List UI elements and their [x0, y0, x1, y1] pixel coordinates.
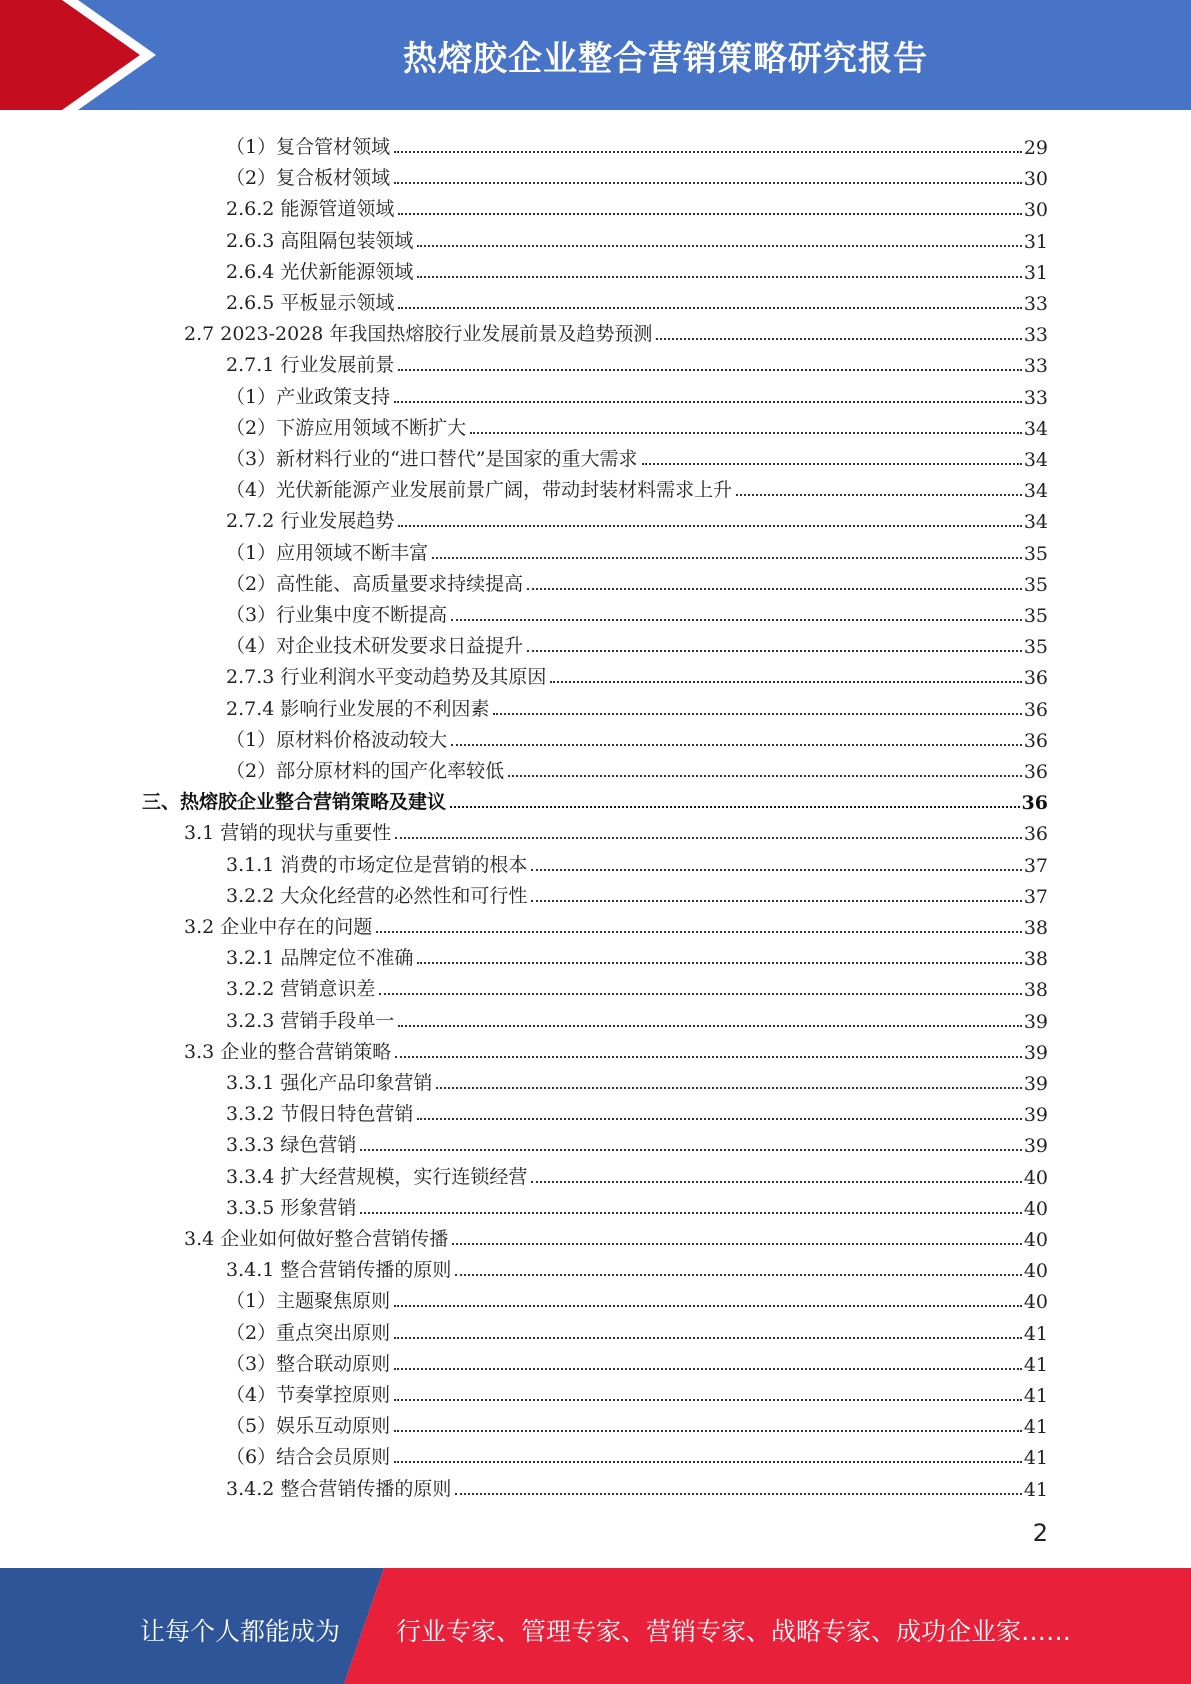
toc-entry-label: 3.4.2 整合营销传播的原则: [226, 1478, 452, 1500]
toc-entry-page: 39: [1023, 1042, 1048, 1064]
toc-dot-leader: [394, 182, 1022, 184]
toc-dot-leader: [398, 307, 1021, 309]
toc-entry[interactable]: [226, 284, 1048, 315]
toc-entry[interactable]: [226, 627, 1048, 658]
toc-entry-label: 3.3.4 扩大经营规模，实行连锁经营: [226, 1166, 528, 1188]
toc-entry-label: （1）复合管材领域: [226, 136, 391, 158]
toc-entry[interactable]: [226, 1470, 1048, 1501]
toc-entry-label: （3）新材料行业的“进口替代”是国家的重大需求: [226, 448, 638, 470]
toc-entry-label: 2.7.2 行业发展趋势: [226, 510, 395, 532]
toc-entry-label: 3.3.3 绿色营销: [226, 1134, 357, 1156]
toc-entry-page: 36: [1023, 730, 1048, 752]
toc-entry-page: 38: [1023, 979, 1048, 1001]
toc-entry-label: 2.7.4 影响行业发展的不利因素: [226, 698, 490, 720]
toc-entry-page: 41: [1023, 1416, 1048, 1438]
toc-dot-leader: [395, 837, 1022, 839]
toc-entry-label: 3.3.1 强化产品印象营销: [226, 1072, 433, 1094]
toc-entry-label: 2.6.5 平板显示领域: [226, 292, 395, 314]
toc-entry-page: 39: [1023, 1104, 1048, 1126]
toc-entry-page: 35: [1023, 543, 1048, 565]
toc-entry[interactable]: [226, 970, 1048, 1001]
toc-entry-page: 33: [1023, 293, 1048, 315]
toc-dot-leader: [527, 588, 1022, 590]
toc-entry-page: 36: [1023, 823, 1048, 845]
toc-entry-label: （4）节奏掌控原则: [226, 1384, 391, 1406]
toc-entry-label: （5）娱乐互动原则: [226, 1415, 391, 1437]
toc-entry[interactable]: [226, 1189, 1048, 1220]
toc-entry-page: 33: [1023, 324, 1048, 346]
toc-dot-leader: [417, 276, 1021, 278]
toc-entry[interactable]: [226, 1002, 1048, 1033]
toc-entry-page: 34: [1023, 480, 1048, 502]
toc-dot-leader: [360, 1149, 1021, 1151]
footer-slogan-right: 行业专家、管理专家、营销专家、战略专家、成功企业家……: [396, 1617, 1072, 1646]
toc-entry[interactable]: [226, 846, 1048, 877]
toc-entry[interactable]: [184, 1220, 1048, 1251]
toc-entry-page: 41: [1023, 1447, 1048, 1469]
toc-dot-leader: [394, 1305, 1022, 1307]
toc-entry[interactable]: [226, 253, 1048, 284]
toc-entry-label: （1）主题聚焦原则: [226, 1290, 391, 1312]
toc-entry-page: 39: [1023, 1073, 1048, 1095]
toc-entry-page: 31: [1023, 231, 1048, 253]
toc-entry-label: 3.3.2 节假日特色营销: [226, 1103, 414, 1125]
toc-entry-page: 29: [1023, 137, 1048, 159]
toc-dot-leader: [379, 993, 1021, 995]
toc-entry-page: 36: [1023, 667, 1048, 689]
toc-entry-label: （1）应用领域不断丰富: [226, 542, 429, 564]
toc-entry-page: 38: [1023, 948, 1048, 970]
toc-entry-page: 36: [1023, 699, 1048, 721]
toc-dot-leader: [642, 463, 1022, 465]
toc-dot-leader: [531, 869, 1021, 871]
toc-dot-leader: [394, 1368, 1022, 1370]
toc-entry-page: 35: [1023, 605, 1048, 627]
toc-entry[interactable]: [226, 1095, 1048, 1126]
toc-dot-leader: [508, 775, 1022, 777]
toc-entry[interactable]: [226, 378, 1048, 409]
toc-entry-page: 40: [1023, 1167, 1048, 1189]
toc-entry-page: 40: [1023, 1260, 1048, 1282]
toc-entry[interactable]: [226, 1126, 1048, 1157]
toc-entry-page: 40: [1023, 1198, 1048, 1220]
toc-entry[interactable]: [226, 596, 1048, 627]
toc-entry[interactable]: [226, 565, 1048, 596]
toc-dot-leader: [417, 1118, 1021, 1120]
toc-dot-leader: [398, 369, 1021, 371]
toc-entry-label: 3.3 企业的整合营销策略: [184, 1041, 392, 1063]
toc-entry[interactable]: [226, 752, 1048, 783]
toc-entry-page: 34: [1023, 511, 1048, 533]
report-title: 热熔胶企业整合营销策略研究报告: [403, 38, 928, 79]
toc-entry-page: 40: [1023, 1229, 1048, 1251]
toc-entry-page: 41: [1023, 1385, 1048, 1407]
toc-entry-page: 34: [1023, 449, 1048, 471]
toc-entry[interactable]: [184, 315, 1048, 346]
toc-entry-label: （2）部分原材料的国产化率较低: [226, 760, 505, 782]
toc-dot-leader: [470, 432, 1022, 434]
toc-dot-leader: [398, 525, 1021, 527]
toc-entry-page: 34: [1023, 418, 1048, 440]
toc-entry[interactable]: [226, 128, 1048, 159]
toc-entry[interactable]: [226, 159, 1048, 190]
toc-entry-page: 38: [1023, 917, 1048, 939]
toc-entry[interactable]: [184, 1033, 1048, 1064]
page-number: 2: [1032, 1519, 1048, 1547]
toc-entry[interactable]: [226, 471, 1048, 502]
toc-entry[interactable]: [142, 783, 1048, 814]
toc-entry-label: （3）行业集中度不断提高: [226, 604, 448, 626]
toc-dot-leader: [527, 650, 1022, 652]
toc-entry-page: 31: [1023, 262, 1048, 284]
toc-entry-label: 3.2 企业中存在的问题: [184, 916, 373, 938]
toc-entry[interactable]: [184, 908, 1048, 939]
toc-entry[interactable]: [226, 658, 1048, 689]
toc-entry-label: 2.7 2023-2028 年我国热熔胶行业发展前景及趋势预测: [184, 323, 653, 345]
toc-entry[interactable]: [226, 440, 1048, 471]
toc-entry[interactable]: [226, 1282, 1048, 1313]
toc-entry-label: 2.7.3 行业利润水平变动趋势及其原因: [226, 666, 547, 688]
toc-entry-label: （3）整合联动原则: [226, 1353, 391, 1375]
toc-entry-label: （2）重点突出原则: [226, 1322, 391, 1344]
toc-entry-page: 39: [1023, 1135, 1048, 1157]
toc-entry-page: 37: [1023, 855, 1048, 877]
toc-entry-page: 41: [1023, 1479, 1048, 1501]
toc-dot-leader: [436, 1087, 1021, 1089]
footer-banner: [0, 1568, 1191, 1684]
toc-entry[interactable]: [226, 1251, 1048, 1282]
toc-entry-page: 40: [1023, 1291, 1048, 1313]
toc-dot-leader: [432, 557, 1022, 559]
toc-dot-leader: [394, 401, 1022, 403]
toc-entry-label: 3.2.3 营销手段单一: [226, 1010, 395, 1032]
footer-slogan-left: 让每个人都能成为: [140, 1617, 341, 1646]
toc-entry-label: （1）原材料价格波动较大: [226, 729, 448, 751]
toc-entry-page: 41: [1023, 1354, 1048, 1376]
toc-dot-leader: [493, 713, 1021, 715]
toc-dot-leader: [398, 213, 1021, 215]
toc-entry[interactable]: [226, 190, 1048, 221]
toc-entry-page: 33: [1023, 387, 1048, 409]
toc-dot-leader: [395, 1056, 1022, 1058]
toc-entry[interactable]: [226, 877, 1048, 908]
toc-dot-leader: [455, 1493, 1021, 1495]
toc-dot-leader: [531, 1181, 1021, 1183]
toc-entry-page: 30: [1023, 168, 1048, 190]
toc-entry[interactable]: [226, 534, 1048, 565]
toc-dot-leader: [394, 1430, 1022, 1432]
toc-entry[interactable]: [226, 1407, 1048, 1438]
toc-entry-label: 3.1 营销的现状与重要性: [184, 822, 392, 844]
toc-entry[interactable]: [226, 346, 1048, 377]
toc-entry-label: （4）光伏新能源产业发展前景广阔，带动封装材料需求上升: [226, 479, 733, 501]
toc-entry-label: （4）对企业技术研发要求日益提升: [226, 635, 524, 657]
toc-entry-label: 2.6.3 高阻隔包装领域: [226, 230, 414, 252]
toc-entry-page: 35: [1023, 574, 1048, 596]
toc-dot-leader: [451, 744, 1022, 746]
toc-entry[interactable]: [226, 222, 1048, 253]
toc-entry-page: 39: [1023, 1011, 1048, 1033]
toc-dot-leader: [455, 1274, 1021, 1276]
toc-entry-label: 三、热熔胶企业整合营销策略及建议: [142, 791, 447, 813]
toc-entry-label: 3.4.1 整合营销传播的原则: [226, 1259, 452, 1281]
toc-dot-leader: [656, 338, 1021, 340]
toc-entry[interactable]: [226, 939, 1048, 970]
toc-entry-page: 35: [1023, 636, 1048, 658]
toc-dot-leader: [417, 245, 1021, 247]
toc-entry-page: 33: [1023, 355, 1048, 377]
toc-entry-label: 3.1.1 消费的市场定位是营销的根本: [226, 854, 528, 876]
toc-dot-leader: [394, 1399, 1022, 1401]
toc-entry[interactable]: [226, 409, 1048, 440]
toc-dot-leader: [376, 931, 1022, 933]
toc-entry-label: （6）结合会员原则: [226, 1446, 391, 1468]
toc-entry[interactable]: [226, 1314, 1048, 1345]
toc-entry[interactable]: [226, 1064, 1048, 1095]
toc-entry[interactable]: [226, 1345, 1048, 1376]
toc-dot-leader: [450, 806, 1020, 808]
toc-entry-label: 2.6.4 光伏新能源领域: [226, 261, 414, 283]
toc-dot-leader: [550, 681, 1021, 683]
toc-entry[interactable]: [226, 502, 1048, 533]
toc-entry[interactable]: [226, 1158, 1048, 1189]
toc-entry-label: （2）高性能、高质量要求持续提高: [226, 573, 524, 595]
toc-entry-label: 3.2.1 品牌定位不准确: [226, 947, 414, 969]
toc-dot-leader: [360, 1212, 1021, 1214]
toc-dot-leader: [736, 494, 1022, 496]
header-banner: [0, 0, 1191, 110]
toc-entry-label: 3.4 企业如何做好整合营销传播: [184, 1228, 449, 1250]
toc-entry-label: （1）产业政策支持: [226, 386, 391, 408]
toc-entry-label: 3.3.5 形象营销: [226, 1197, 357, 1219]
toc-entry[interactable]: [226, 690, 1048, 721]
toc-dot-leader: [394, 151, 1022, 153]
toc-entry-page: 30: [1023, 199, 1048, 221]
toc-entry[interactable]: [226, 721, 1048, 752]
toc-entry-page: 36: [1021, 792, 1048, 814]
toc-dot-leader: [452, 1243, 1022, 1245]
toc-dot-leader: [451, 619, 1022, 621]
toc-dot-leader: [398, 1025, 1021, 1027]
toc-dot-leader: [394, 1337, 1022, 1339]
toc-entry-label: 2.6.2 能源管道领域: [226, 198, 395, 220]
toc-entry-label: 3.2.2 大众化经营的必然性和可行性: [226, 885, 528, 907]
toc-entry-label: 2.7.1 行业发展前景: [226, 354, 395, 376]
toc-dot-leader: [531, 900, 1021, 902]
toc-entry-label: 3.2.2 营销意识差: [226, 978, 376, 1000]
toc-entry-page: 36: [1023, 761, 1048, 783]
toc-entry-page: 41: [1023, 1323, 1048, 1345]
toc-entry[interactable]: [184, 814, 1048, 845]
toc-entry-label: （2）复合板材领域: [226, 167, 391, 189]
toc-dot-leader: [417, 962, 1021, 964]
toc-dot-leader: [394, 1461, 1022, 1463]
toc-entry-page: 37: [1023, 886, 1048, 908]
toc-entry[interactable]: [226, 1438, 1048, 1469]
toc-entry-label: （2）下游应用领域不断扩大: [226, 417, 467, 439]
header-arrow-decoration: [0, 0, 160, 110]
toc-entry[interactable]: [226, 1376, 1048, 1407]
